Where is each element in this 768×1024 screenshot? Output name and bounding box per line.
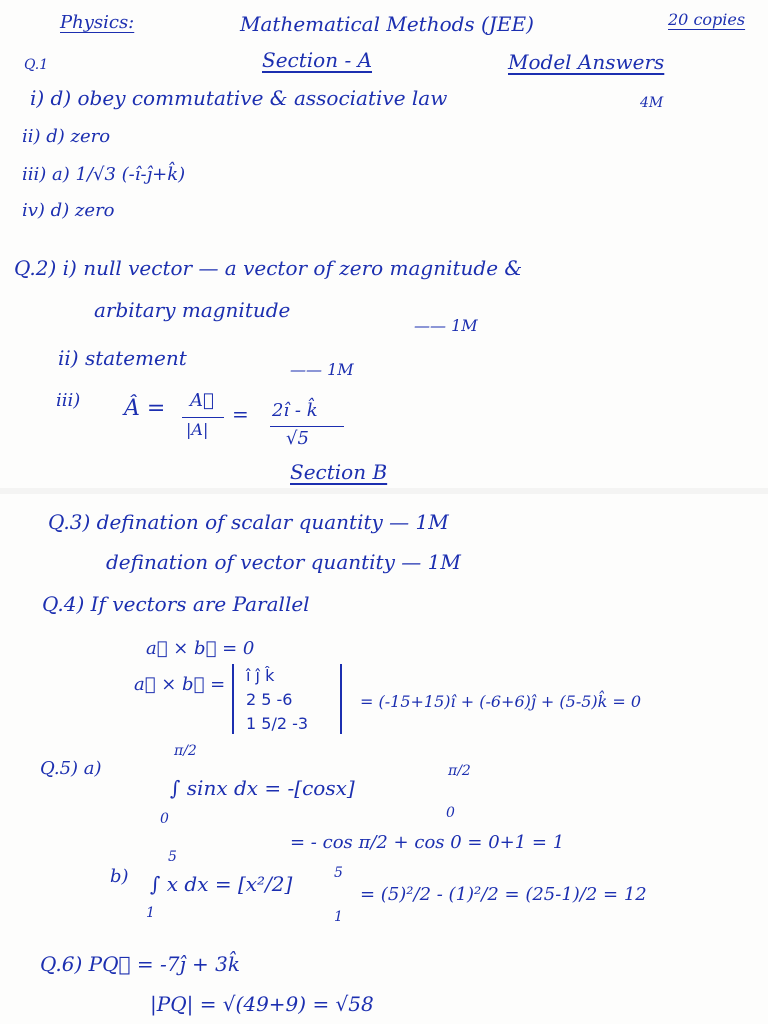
section-a-heading: Section - A bbox=[262, 48, 373, 72]
q6-line2: |PQ| = √(49+9) = √58 bbox=[150, 992, 374, 1016]
q4-cross-product-lhs: a⃗ × b⃗ = bbox=[134, 674, 226, 695]
q5b-label: b) bbox=[110, 866, 129, 887]
paper-fold-shadow bbox=[0, 488, 768, 494]
subject-heading: Physics: bbox=[60, 12, 135, 33]
q6-line1: Q.6) PQ⃗ = -7ĵ + 3k̂ bbox=[40, 952, 240, 976]
q2-part-iii-rhs-fraction-bar bbox=[270, 426, 344, 427]
determinant-row-3: 1 5/2 -3 bbox=[246, 714, 309, 733]
section-b-heading: Section B bbox=[290, 460, 388, 484]
model-answers-heading: Model Answers bbox=[508, 50, 665, 74]
q2-part-ii: ii) statement bbox=[58, 346, 187, 370]
determinant-right-bar bbox=[340, 664, 342, 734]
q2-part-iii-label: iii) bbox=[56, 390, 81, 411]
q1-part-iv: iv) d) zero bbox=[22, 200, 115, 221]
q2-part-iii-equals: = bbox=[232, 402, 249, 426]
q2-part-iii-rhs-numerator: 2î - k̂ bbox=[272, 400, 318, 421]
q5b-lower-limit: 1 bbox=[146, 905, 155, 921]
determinant-left-bar bbox=[232, 664, 234, 734]
q5a-lower-limit: 0 bbox=[160, 811, 169, 827]
q5b-integral: ∫ x dx = [x²/2] bbox=[150, 872, 293, 896]
paper-title: Mathematical Methods (JEE) bbox=[240, 12, 534, 36]
q1-marks: 4M bbox=[640, 95, 664, 111]
q5b-bracket-upper: 5 bbox=[334, 865, 343, 881]
determinant-row-1: î ĵ k̂ bbox=[246, 666, 275, 685]
q5a-result: = - cos π/2 + cos 0 = 0+1 = 1 bbox=[290, 832, 565, 853]
q4-line2: a⃗ × b⃗ = 0 bbox=[146, 638, 255, 659]
q1-part-ii: ii) d) zero bbox=[22, 126, 111, 147]
q5b-bracket-lower: 1 bbox=[334, 909, 343, 925]
q5b-upper-limit: 5 bbox=[168, 849, 177, 865]
q2-part-i-line2: arbitary magnitude bbox=[94, 298, 291, 322]
q2-part-iii-fraction-bar bbox=[182, 417, 224, 418]
q1-label: Q.1 bbox=[24, 57, 49, 73]
q1-part-iii: iii) a) 1/√3 (-î-ĵ+k̂) bbox=[22, 164, 186, 185]
q5-label: Q.5) a) bbox=[40, 758, 102, 779]
q4-result: = (-15+15)î + (-6+6)ĵ + (5-5)k̂ = 0 bbox=[360, 692, 642, 711]
q2-part-i-line1: Q.2) i) null vector — a vector of zero magnitude & bbox=[14, 256, 523, 280]
q2-part-iii-lhs: Â = bbox=[124, 396, 166, 421]
q5a-bracket-upper: π/2 bbox=[448, 763, 471, 779]
q2-part-i-marks: —— 1M bbox=[414, 316, 478, 335]
q2-part-ii-marks: —— 1M bbox=[290, 360, 354, 379]
q5a-bracket-lower: 0 bbox=[446, 805, 455, 821]
q5b-result: = (5)²/2 - (1)²/2 = (25-1)/2 = 12 bbox=[360, 884, 647, 905]
q5a-upper-limit: π/2 bbox=[174, 743, 197, 759]
determinant-row-2: 2 5 -6 bbox=[246, 690, 293, 709]
q4-line1: Q.4) If vectors are Parallel bbox=[42, 592, 310, 616]
q1-part-i: i) d) obey commutative & associative law bbox=[30, 86, 448, 110]
q3-line2: defination of vector quantity — 1M bbox=[106, 550, 461, 574]
q5a-integral: ∫ sinx dx = -[cosx] bbox=[170, 776, 355, 800]
q2-part-iii-fraction-numerator: A⃗ bbox=[190, 390, 214, 411]
copies-note: 20 copies bbox=[668, 10, 746, 29]
q2-part-iii-rhs-denominator: √5 bbox=[286, 428, 309, 449]
q3-line1: Q.3) defination of scalar quantity — 1M bbox=[48, 510, 449, 534]
q2-part-iii-fraction-denominator: |A| bbox=[186, 420, 209, 439]
